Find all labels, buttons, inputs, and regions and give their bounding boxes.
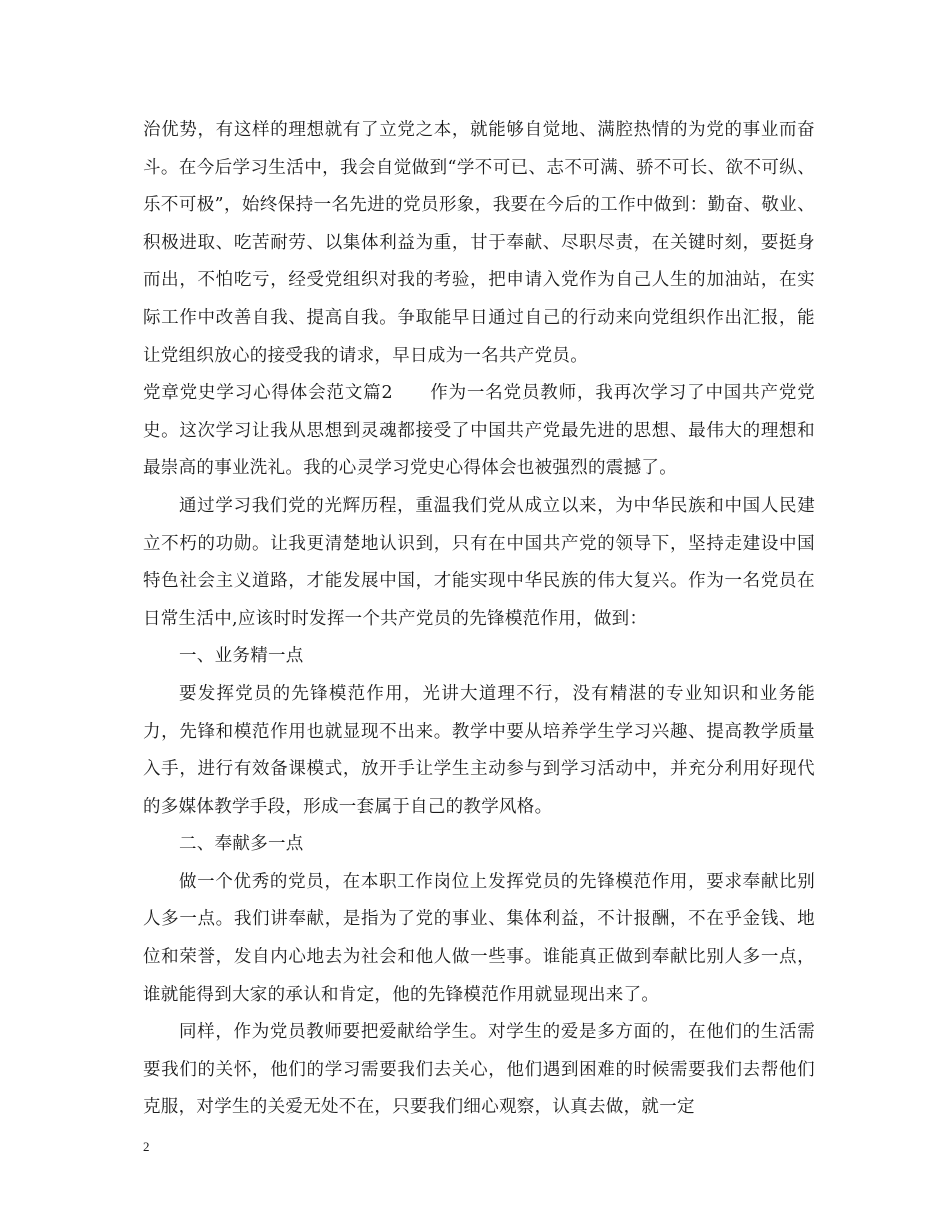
paragraph-party-history: 通过学习我们党的光辉历程，重温我们党从成立以来，为中华民族和中国人民建立不朽的功勋。让我更清楚地认识到，只有在中国共产党的领导下，坚持走建设中国特色社会主义道路，才能发展中国，才能实现中华民族的伟大复兴。作为一名党员在日常生活中,应该时时发挥一个共产党员的先锋模范作用，做到： [143, 495, 815, 629]
paragraph-continuation: 治优势，有这样的理想就有了立党之本，就能够自觉地、满腔热情的为党的事业而奋斗。在今后学习生活中，我会自觉做到“学不可已、志不可满、骄不可长、欲不可纵、乐不可极”，始终保持一名先进的党员形象，我要在今后的工作中做到：勤奋、敬业、积极进取、吃苦耐劳、以集体利益为重，甘于奉献、尽职尽责，在关键时刻，要挺身而出，不怕吃亏，经受党组织对我的考验，把申请入党作为自己人生的加油站，在实际工作中改善自我、提高自我。争取能早日通过自己的行动来向党组织作出汇报，能让党组织放心的接受我的请求，早日成为一名共产党员。 [143, 120, 815, 366]
section-heading-dedication: 二、奉献多一点 [179, 834, 304, 855]
paragraph-students: 同样，作为党员教师要把爱献给学生。对学生的爱是多方面的，在他们的生活需要我们的关怀，他们的学习需要我们去关心，他们遇到困难的时候需要我们去帮他们克服，对学生的关爱无处不在，只要我们细心观察，认真去做，就一定 [143, 1022, 815, 1118]
document-body [143, 112, 815, 1127]
paragraph-business: 要发挥党员的先锋模范作用，光讲大道理不行，没有精湛的专业知识和业务能力，先锋和模范作用也就显现不出来。教学中要从培养学生学习兴趣、提高教学质量入手，进行有效备课模式，放开手让学生主动参与到学习活动中，并充分利用好现代的多媒体教学手段，形成一套属于自己的教学风格。 [143, 683, 815, 817]
paragraph-article-2-intro: 党章党史学习心得体会范文篇2 作为一名党员教师，我再次学习了中国共产党党史。这次学习让我从思想到灵魂都接受了中国共产党最先进的思想、最伟大的理想和最崇高的事业洗礼。我的心灵学习党史心得体会也被强烈的震撼了。 [143, 383, 815, 479]
section-heading-business: 一、业务精一点 [179, 646, 304, 667]
paragraph-dedication: 做一个优秀的党员，在本职工作岗位上发挥党员的先锋模范作用，要求奉献比别人多一点。我们讲奉献，是指为了党的事业、集体利益，不计报酬，不在乎金钱、地位和荣誉，发自内心地去为社会和他人做一些事。谁能真正做到奉献比别人多一点，谁就能得到大家的承认和肯定，他的先锋模范作用就显现出来了。 [143, 871, 815, 1005]
page-number: 2 [143, 1139, 150, 1154]
